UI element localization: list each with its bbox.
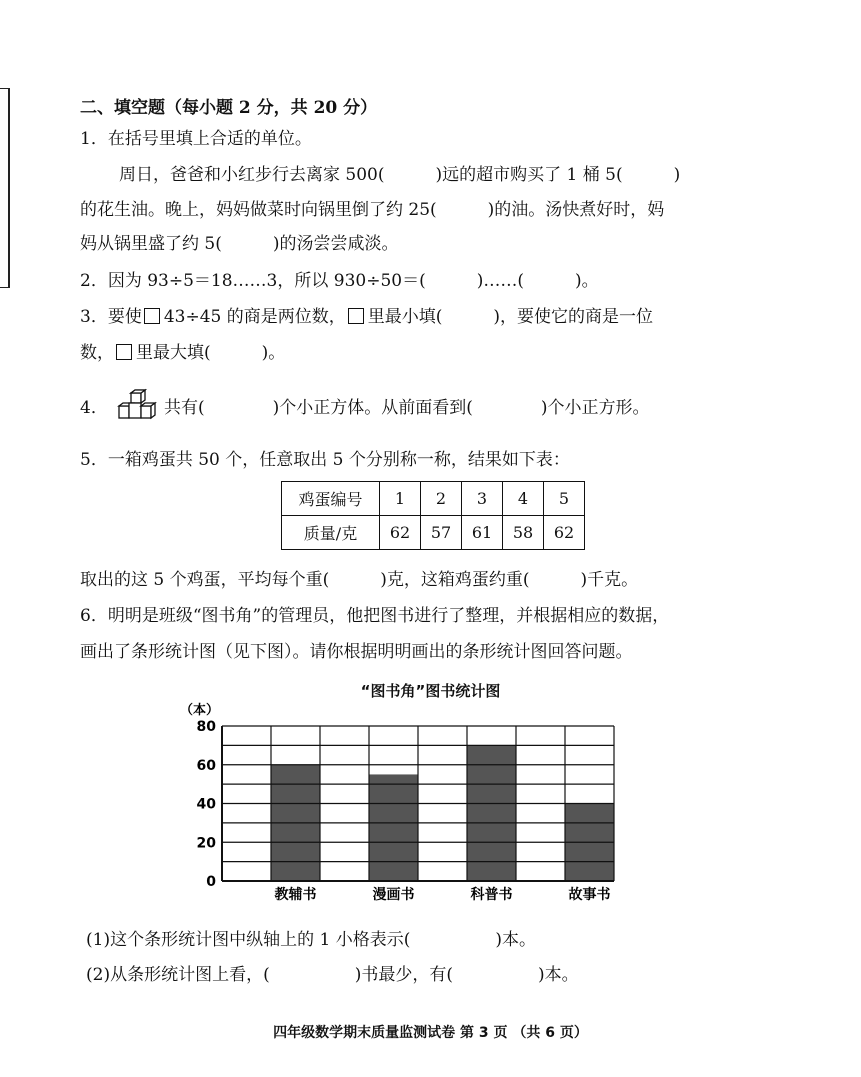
q3-line1 bbox=[80, 305, 653, 329]
q5-after: 取出的这 5 个鸡蛋，平均每个重( )克，这箱鸡蛋约重( )千克。 bbox=[80, 570, 639, 590]
page-footer: 四年级数学期末质量监测试卷 第 3 页 （共 6 页） bbox=[273, 1025, 588, 1041]
book-bar-chart bbox=[180, 700, 630, 910]
y-axis-label: （本） bbox=[180, 703, 220, 718]
table-cell: 1 bbox=[380, 482, 421, 516]
table-cell: 62 bbox=[544, 516, 585, 550]
y-tick-label: 20 bbox=[196, 835, 216, 852]
q3-part-a: 3．要使 bbox=[80, 307, 142, 327]
chart-title: “图书角”图书统计图 bbox=[360, 682, 501, 700]
table-cell: 57 bbox=[421, 516, 462, 550]
q5-stem: 5．一箱鸡蛋共 50 个，任意取出 5 个分别称一称，结果如下表： bbox=[80, 450, 570, 470]
binding-margin-line bbox=[8, 88, 10, 288]
section-heading bbox=[80, 96, 377, 120]
x-category-label: 教辅书 bbox=[274, 887, 317, 903]
table-cell: 5 bbox=[544, 482, 585, 516]
bar-科普书 bbox=[467, 745, 516, 881]
q1-line3: 妈从锅里盛了约 5( )的汤尝尝咸淡。 bbox=[80, 234, 399, 254]
x-category-label: 故事书 bbox=[568, 887, 611, 903]
blank-square-icon bbox=[348, 308, 364, 324]
blank-square-icon bbox=[116, 344, 132, 360]
binding-margin-tick-bottom bbox=[0, 287, 8, 288]
table-row bbox=[282, 516, 585, 550]
y-tick-label: 40 bbox=[196, 796, 216, 813]
q3-part-b: 43÷45 的商是两位数， bbox=[163, 307, 346, 327]
q3-part-c: 里最小填( )，要使它的商是一位 bbox=[367, 307, 654, 327]
bar-漫画书 bbox=[369, 774, 418, 881]
blank-square-icon bbox=[144, 308, 160, 324]
stacked-cubes-icon bbox=[117, 388, 163, 422]
q6-sub2: (2)从条形统计图上看，( )书最少，有( )本。 bbox=[86, 965, 579, 985]
q6-line2: 画出了条形统计图（见下图）。请你根据明明画出的条形统计图回答问题。 bbox=[80, 642, 633, 662]
table-cell: 鸡蛋编号 bbox=[282, 482, 380, 516]
y-tick-label: 60 bbox=[196, 757, 216, 774]
x-category-label: 漫画书 bbox=[372, 887, 415, 903]
y-tick-label: 0 bbox=[206, 874, 216, 890]
table-cell: 2 bbox=[421, 482, 462, 516]
q6-line1: 6．明明是班级“图书角”的管理员，他把图书进行了整理，并根据相应的数据， bbox=[80, 606, 670, 626]
q4-number: 4． bbox=[80, 398, 108, 418]
x-category-label: 科普书 bbox=[470, 887, 513, 903]
table-cell: 58 bbox=[503, 516, 544, 550]
q1-stem: 1．在括号里填上合适的单位。 bbox=[80, 129, 312, 149]
section-title: 二、填空题 bbox=[80, 98, 165, 118]
q4-text: 共有( )个小正方体。从前面看到( )个小正方形。 bbox=[164, 398, 650, 418]
q1-line1: 周日，爸爸和小红步行去离家 500( )远的超市购买了 1 桶 5( ) bbox=[119, 165, 681, 185]
section-note: （每小题 2 分，共 20 分） bbox=[165, 98, 378, 118]
q1-line2: 的花生油。晚上，妈妈做菜时向锅里倒了约 25( )的油。汤快煮好时，妈 bbox=[80, 200, 665, 220]
table-cell: 3 bbox=[462, 482, 503, 516]
q2-text: 2．因为 93÷5＝18……3，所以 930÷50＝( )……( )。 bbox=[80, 271, 599, 291]
q3-part-e: 里最大填( )。 bbox=[136, 343, 286, 363]
q3-part-d: 数， bbox=[80, 343, 114, 363]
table-cell: 质量/克 bbox=[282, 516, 380, 550]
table-cell: 62 bbox=[380, 516, 421, 550]
egg-weight-table bbox=[281, 481, 585, 550]
y-tick-label: 80 bbox=[196, 719, 216, 735]
q6-sub1: (1)这个条形统计图中纵轴上的 1 小格表示( )本。 bbox=[86, 930, 536, 950]
table-cell: 61 bbox=[462, 516, 503, 550]
table-header-row bbox=[282, 482, 585, 516]
binding-margin-tick-top bbox=[0, 88, 8, 89]
table-cell: 4 bbox=[503, 482, 544, 516]
q3-line2 bbox=[80, 341, 285, 365]
